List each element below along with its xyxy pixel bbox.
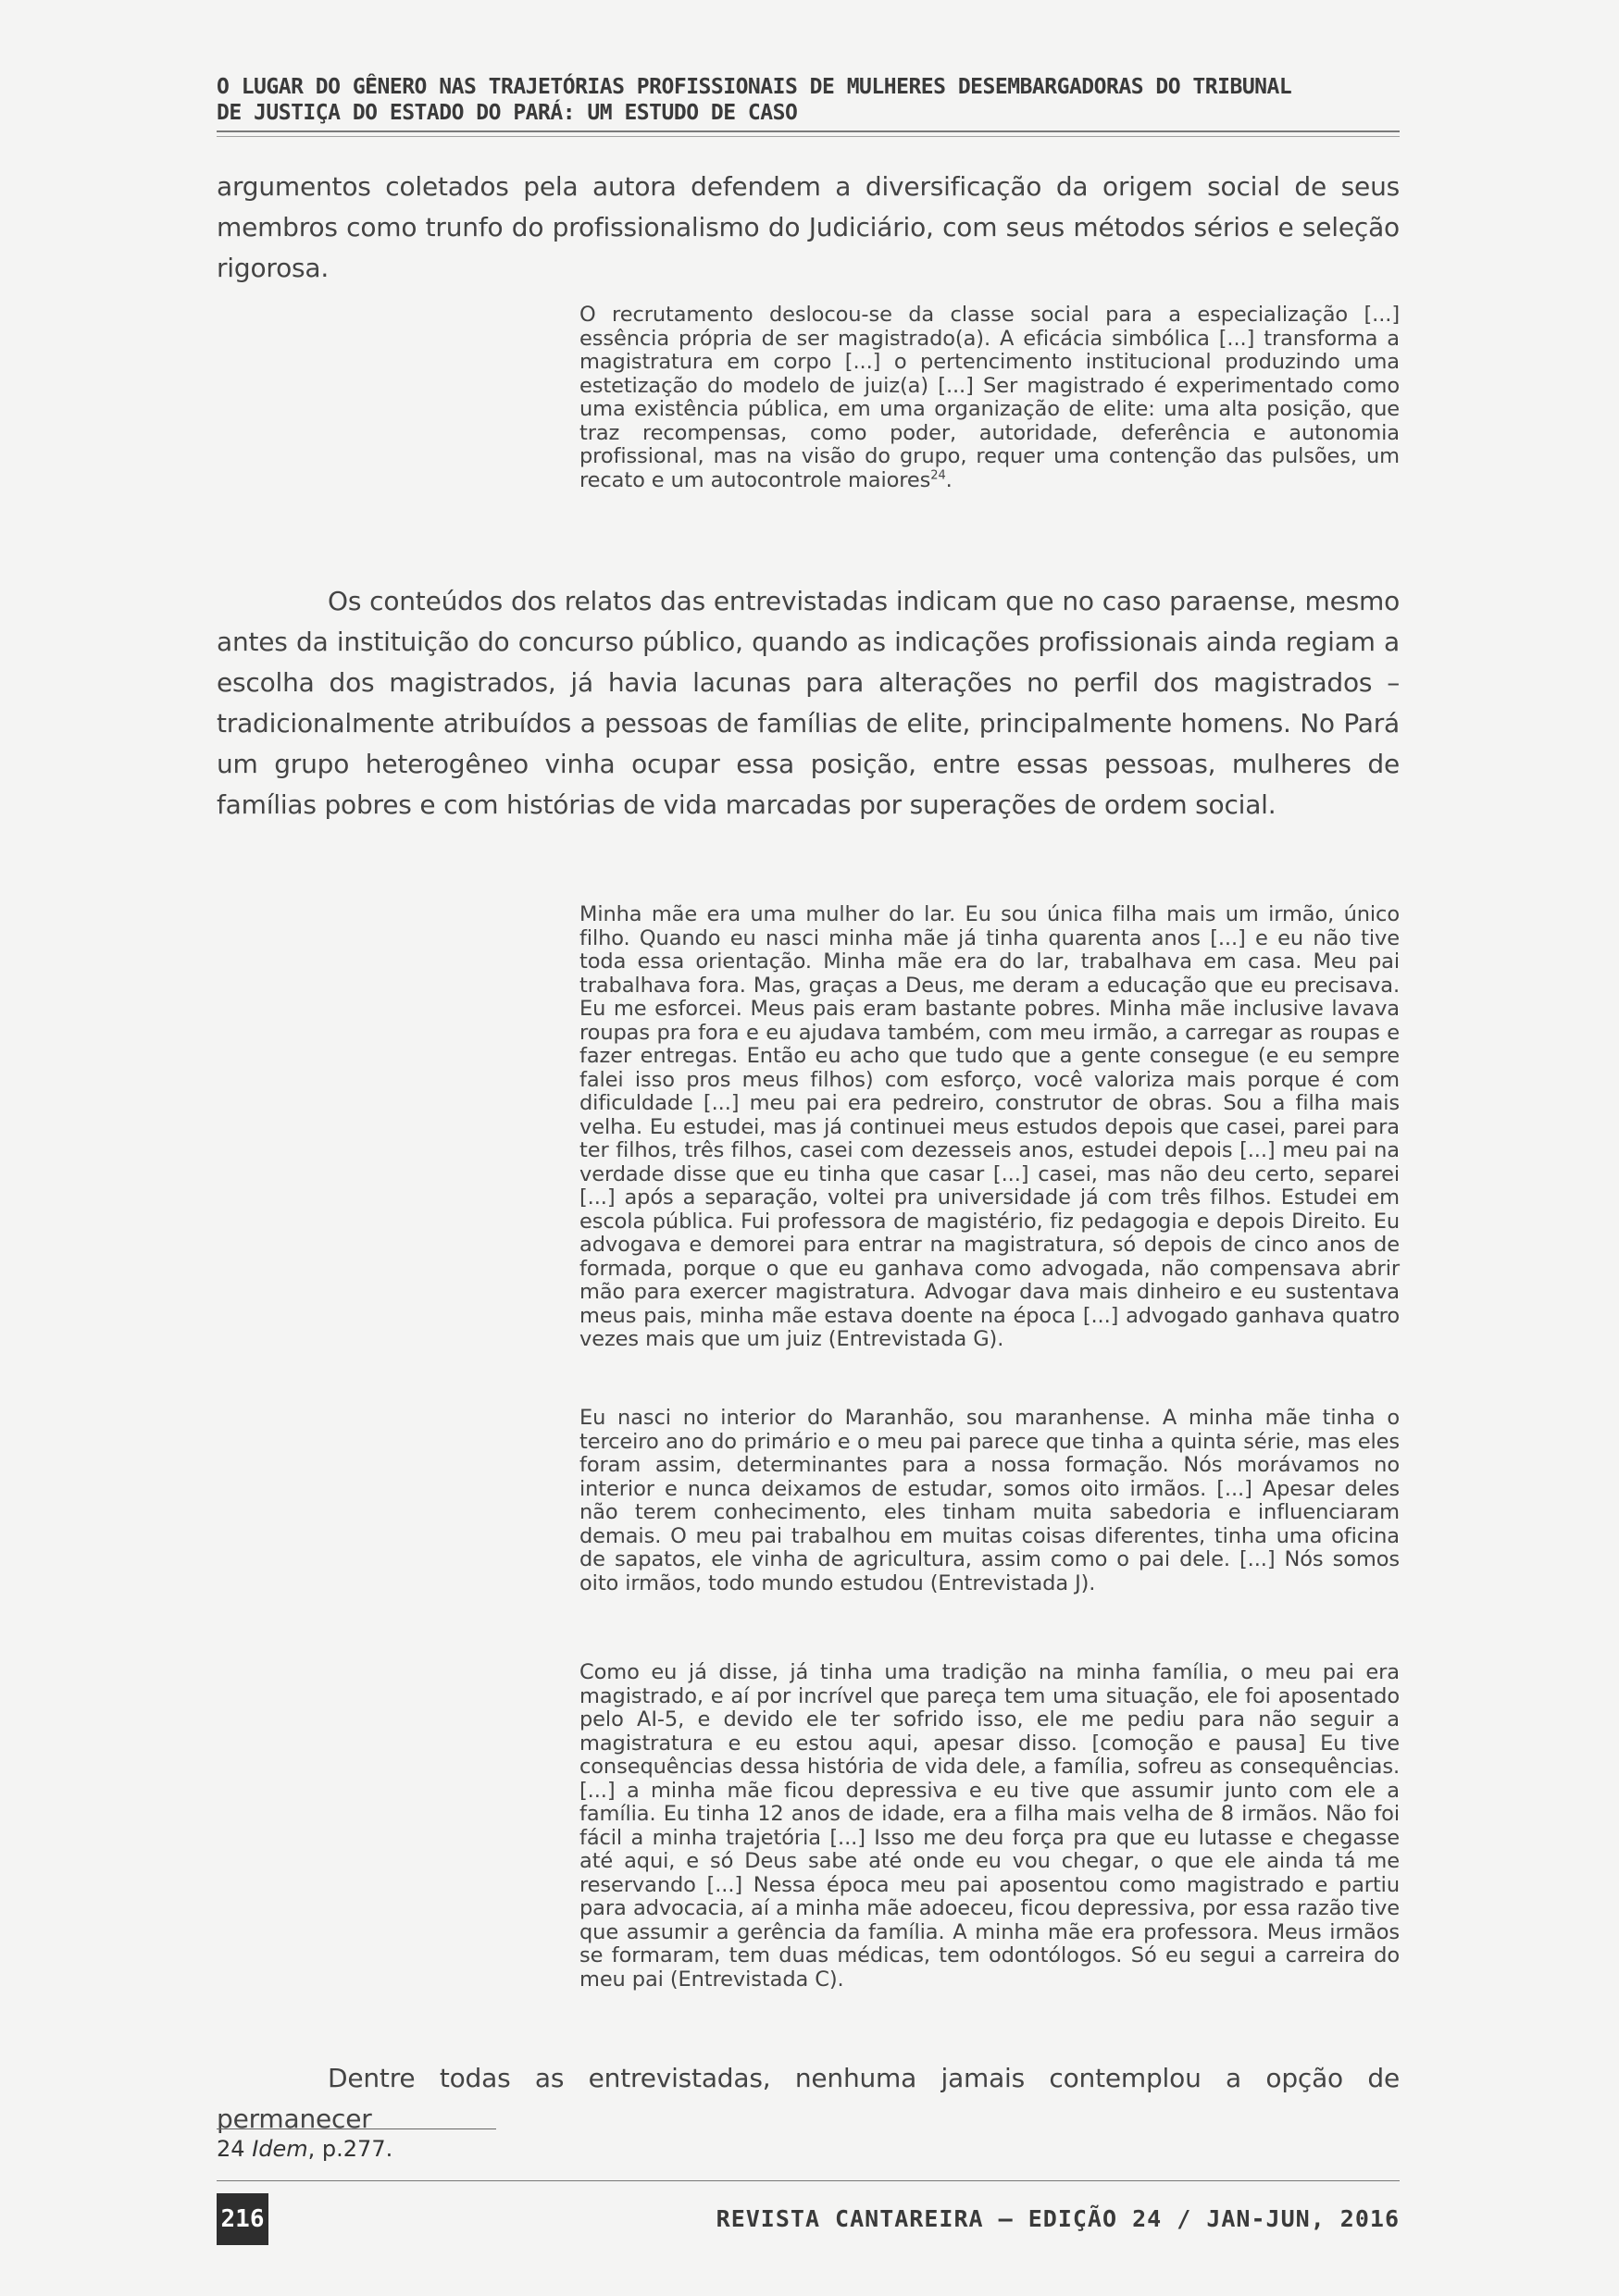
footnote-rule — [217, 2128, 496, 2129]
body-paragraph-1: argumentos coletados pela autora defendem a diversificação da origem social de seus membros como trunfo do profissionalismo do Judiciário, com seus métodos sérios e seleção rigorosa. — [217, 171, 1400, 283]
footer-rule — [217, 2180, 1400, 2181]
footnote-reference[interactable]: 24 — [930, 468, 946, 482]
running-header-line-2: DE JUSTIÇA DO ESTADO DO PARÁ: UM ESTUDO DE CASO — [217, 101, 798, 125]
running-header — [217, 74, 1400, 126]
body-paragraph-2: Os conteúdos dos relatos das entrevistadas indicam que no caso paraense, mesmo antes da instituição do concurso público, quando as indicações profissionais ainda regiam a escolha dos magistrados, já havia lacunas para alterações no perfil dos magistrados – tradicionalmente atribuídos a pessoas de famílias de elite, principalmente homens. No Pará um grupo heterogêneo vinha ocupar essa posição, entre essas pessoas, mulheres de famílias pobres e com histórias de vida marcadas por superações de ordem social. — [217, 586, 1400, 820]
running-header-line-1: O LUGAR DO GÊNERO NAS TRAJETÓRIAS PROFISSIONAIS DE MULHERES DESEMBARGADORAS DO TRIBUNAL — [217, 75, 1292, 99]
journal-title: REVISTA CANTAREIRA – EDIÇÃO 24 / JAN-JUN, 2016 — [716, 2205, 1400, 2232]
block-quote-3: Eu nasci no interior do Maranhão, sou maranhense. A minha mãe tinha o terceiro ano do primário e o meu pai parece que tinha a quinta série, mas eles foram assim, determinantes para a nossa formação. Nós morávamos no interior e nunca deixamos de estudar, somos oito irmãos. [...] Apesar deles não terem conhecimento, eles tinham muita sabedoria e influenciaram demais. O meu pai trabalhou em muitas coisas diferentes, tinha uma oficina de sapatos, ele vinha de agricultura, assim como o pai dele. [...] Nós somos oito irmãos, todo mundo estudou (Entrevistada J). — [579, 1406, 1400, 1595]
footnote-idem: Idem — [252, 2136, 308, 2162]
block-quote-4: Como eu já disse, já tinha uma tradição na minha família, o meu pai era magistrado, e aí por incrível que pareça tem uma situação, ele foi aposentado pelo AI-5, e devido ele ter sofrido isso, ele me pediu para não seguir a magistratura e eu estou aqui, apesar disso. [comoção e pausa] Eu tive consequências dessa história de vida dele, a família, sofreu as consequências. [...] a minha mãe ficou depressiva e eu tive que assumir junto com ele a família. Eu tinha 12 anos de idade, era a filha mais velha de 8 irmãos. Não foi fácil a minha trajetória [...] Isso me deu força pra que eu lutasse e chegasse até aqui, e só Deus sabe até onde eu vou chegar, o que ele ainda tá me reservando [...] Nessa época meu pai aposentou como magistrado e partiu para advocacia, aí a minha mãe adoeceu, ficou depressiva, por essa razão tive que assumir a gerência da família. A minha mãe era professora. Meus irmãos se formaram, tem duas médicas, tem odontólogos. Só eu segui a carreira do meu pai (Entrevistada C). — [579, 1660, 1400, 1992]
block-quote-2: Minha mãe era uma mulher do lar. Eu sou única filha mais um irmão, único filho. Quando eu nasci minha mãe já tinha quarenta anos [...] e eu não tive toda essa orientação. Minha mãe era do lar, trabalhava em casa. Meu pai trabalhava fora. Mas, graças a Deus, me deram a educação que eu precisava. Eu me esforcei. Meus pais eram bastante pobres. Minha mãe inclusive lavava roupas pra fora e eu ajudava também, com meu irmão, a carregar as roupas e fazer entregas. Então eu acho que tudo que a gente consegue (e eu sempre falei isso pros meus filhos) com esforço, você valoriza mais porque é com dificuldade [...] meu pai era pedreiro, construtor de obras. Sou a filha mais velha. Eu estudei, mas já continuei meus estudos depois que casei, parei para ter filhos, três filhos, casei com dezesseis anos, estudei depois [...] meu pai na verdade disse que eu tinha que casar [...] casei, mas não deu certo, separei [...] após a separação, voltei pra universidade já com três filhos. Estudei em escola pública. Fui professora de magistério, fiz pedagogia e depois Direito. Eu advogava e demorei para entrar na magistratura, só depois de cinco anos de formada, porque o que eu ganhava como advogada, não compensava abrir mão para exercer magistratura. Advogar dava mais dinheiro e eu sustentava meus pais, minha mãe estava doente na época [...] advogado ganhava quatro vezes mais que um juiz (Entrevistada G). — [579, 902, 1400, 1351]
header-rule — [217, 130, 1400, 137]
footnote-number: 24 — [217, 2136, 245, 2162]
block-quote-1-end: . — [945, 467, 953, 492]
footnote-text: , p.277. — [307, 2136, 393, 2162]
footnote — [217, 2135, 392, 2163]
block-quote-1 — [579, 304, 1400, 492]
block-quote-1-text: O recrutamento deslocou-se da classe social para a especialização [...] essência própria de ser magistrado(a). A eficácia simbólica [...] transforma a magistratura em corpo [...] o pertencimento institucional produzindo uma estetização do modelo de juiz(a) [...] Ser magistrado é experimentado como uma existência pública, em uma organização de elite: uma alta posição, que traz recompensas, como poder, autoridade, deferência e autonomia profissional, mas na visão do grupo, requer uma contenção das pulsões, um recato e um autocontrole maiores — [579, 303, 1400, 492]
page-number: 216 — [217, 2193, 268, 2245]
body-paragraph-3: Dentre todas as entrevistadas, nenhuma jamais contemplou a opção de permanecer — [217, 2063, 1400, 2134]
